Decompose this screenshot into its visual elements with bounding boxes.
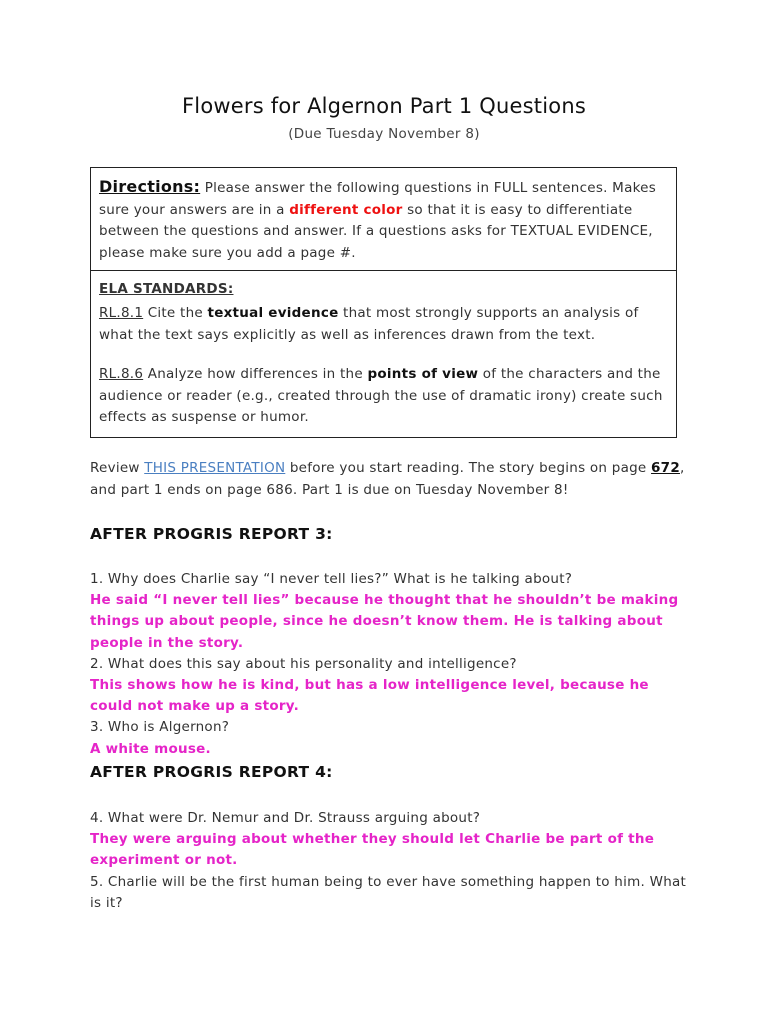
answer-2: This shows how he is kind, but has a low intelligence level, because he could not make up a story. bbox=[90, 677, 649, 715]
ela-standards-box bbox=[90, 270, 677, 438]
question-2: 2. What does this say about his personality and intelligence? bbox=[90, 655, 517, 672]
directions-box bbox=[90, 167, 677, 271]
standard-rl-8-1 bbox=[99, 303, 668, 346]
standard-text: Cite the bbox=[143, 305, 208, 321]
standard-text: that most strongly supports an analysis of what the text says explicitly as well as inferences drawn from the text. bbox=[99, 305, 639, 343]
review-text: , and part 1 ends on page 686. Part 1 is due on Tuesday November 8! bbox=[90, 460, 685, 498]
spacer bbox=[99, 346, 668, 364]
standard-bold-term: points of view bbox=[367, 366, 479, 382]
standards-heading: ELA STANDARDS: bbox=[99, 281, 234, 297]
question-4: 4. What were Dr. Nemur and Dr. Strauss arguing about? bbox=[90, 810, 481, 826]
review-text: before you start reading. The story begins on page bbox=[285, 460, 652, 476]
standard-code: RL.8.1 bbox=[99, 305, 144, 321]
directions-text-1: Please answer the following questions in FULL sentences. Makes sure your answers are in a bbox=[99, 180, 657, 218]
standard-bold-term: textual evidence bbox=[207, 305, 339, 321]
review-paragraph bbox=[90, 458, 690, 501]
question-5: 5. Charlie will be the first human being to ever have something happen to him. What is it? bbox=[90, 873, 687, 911]
standard-code: RL.8.6 bbox=[99, 366, 144, 382]
standard-text: Analyze how differences in the bbox=[143, 366, 368, 382]
section-heading-report-4: AFTER PROGRIS REPORT 4: bbox=[90, 763, 333, 781]
standard-text: of the characters and the audience or reader (e.g., created through the use of dramatic irony) create such effects as suspense or humor. bbox=[99, 366, 663, 425]
directions-label: Directions: bbox=[99, 177, 201, 196]
answer-3: A white mouse. bbox=[90, 740, 211, 757]
standard-rl-8-6 bbox=[99, 364, 668, 429]
directions-paragraph bbox=[99, 176, 668, 264]
due-date-subtitle: (Due Tuesday November 8) bbox=[288, 126, 480, 142]
section-heading-report-3: AFTER PROGRIS REPORT 3: bbox=[90, 525, 333, 543]
review-text: Review bbox=[90, 460, 145, 476]
directions-text-2: so that it is easy to differentiate between the questions and answer. If a questions asks for TEXTUAL EVIDENCE, please make sure you add a page #. bbox=[99, 201, 653, 261]
question-1: 1. Why does Charlie say “I never tell lies?” What is he talking about? bbox=[90, 571, 573, 587]
presentation-link[interactable]: THIS PRESENTATION bbox=[144, 460, 286, 476]
questions-report-4 bbox=[90, 808, 690, 914]
answer-4: They were arguing about whether they should let Charlie be part of the experiment or not. bbox=[90, 831, 655, 869]
questions-report-3 bbox=[90, 569, 690, 760]
answer-1: He said “I never tell lies” because he thought that he shouldn’t be making things up about people, since he doesn’t know them. He is talking about people in the story. bbox=[90, 592, 679, 651]
page-title: Flowers for Algernon Part 1 Questions bbox=[182, 94, 586, 118]
start-page-number: 672 bbox=[651, 460, 680, 476]
directions-highlight: different color bbox=[289, 201, 403, 218]
question-3: 3. Who is Algernon? bbox=[90, 719, 230, 736]
